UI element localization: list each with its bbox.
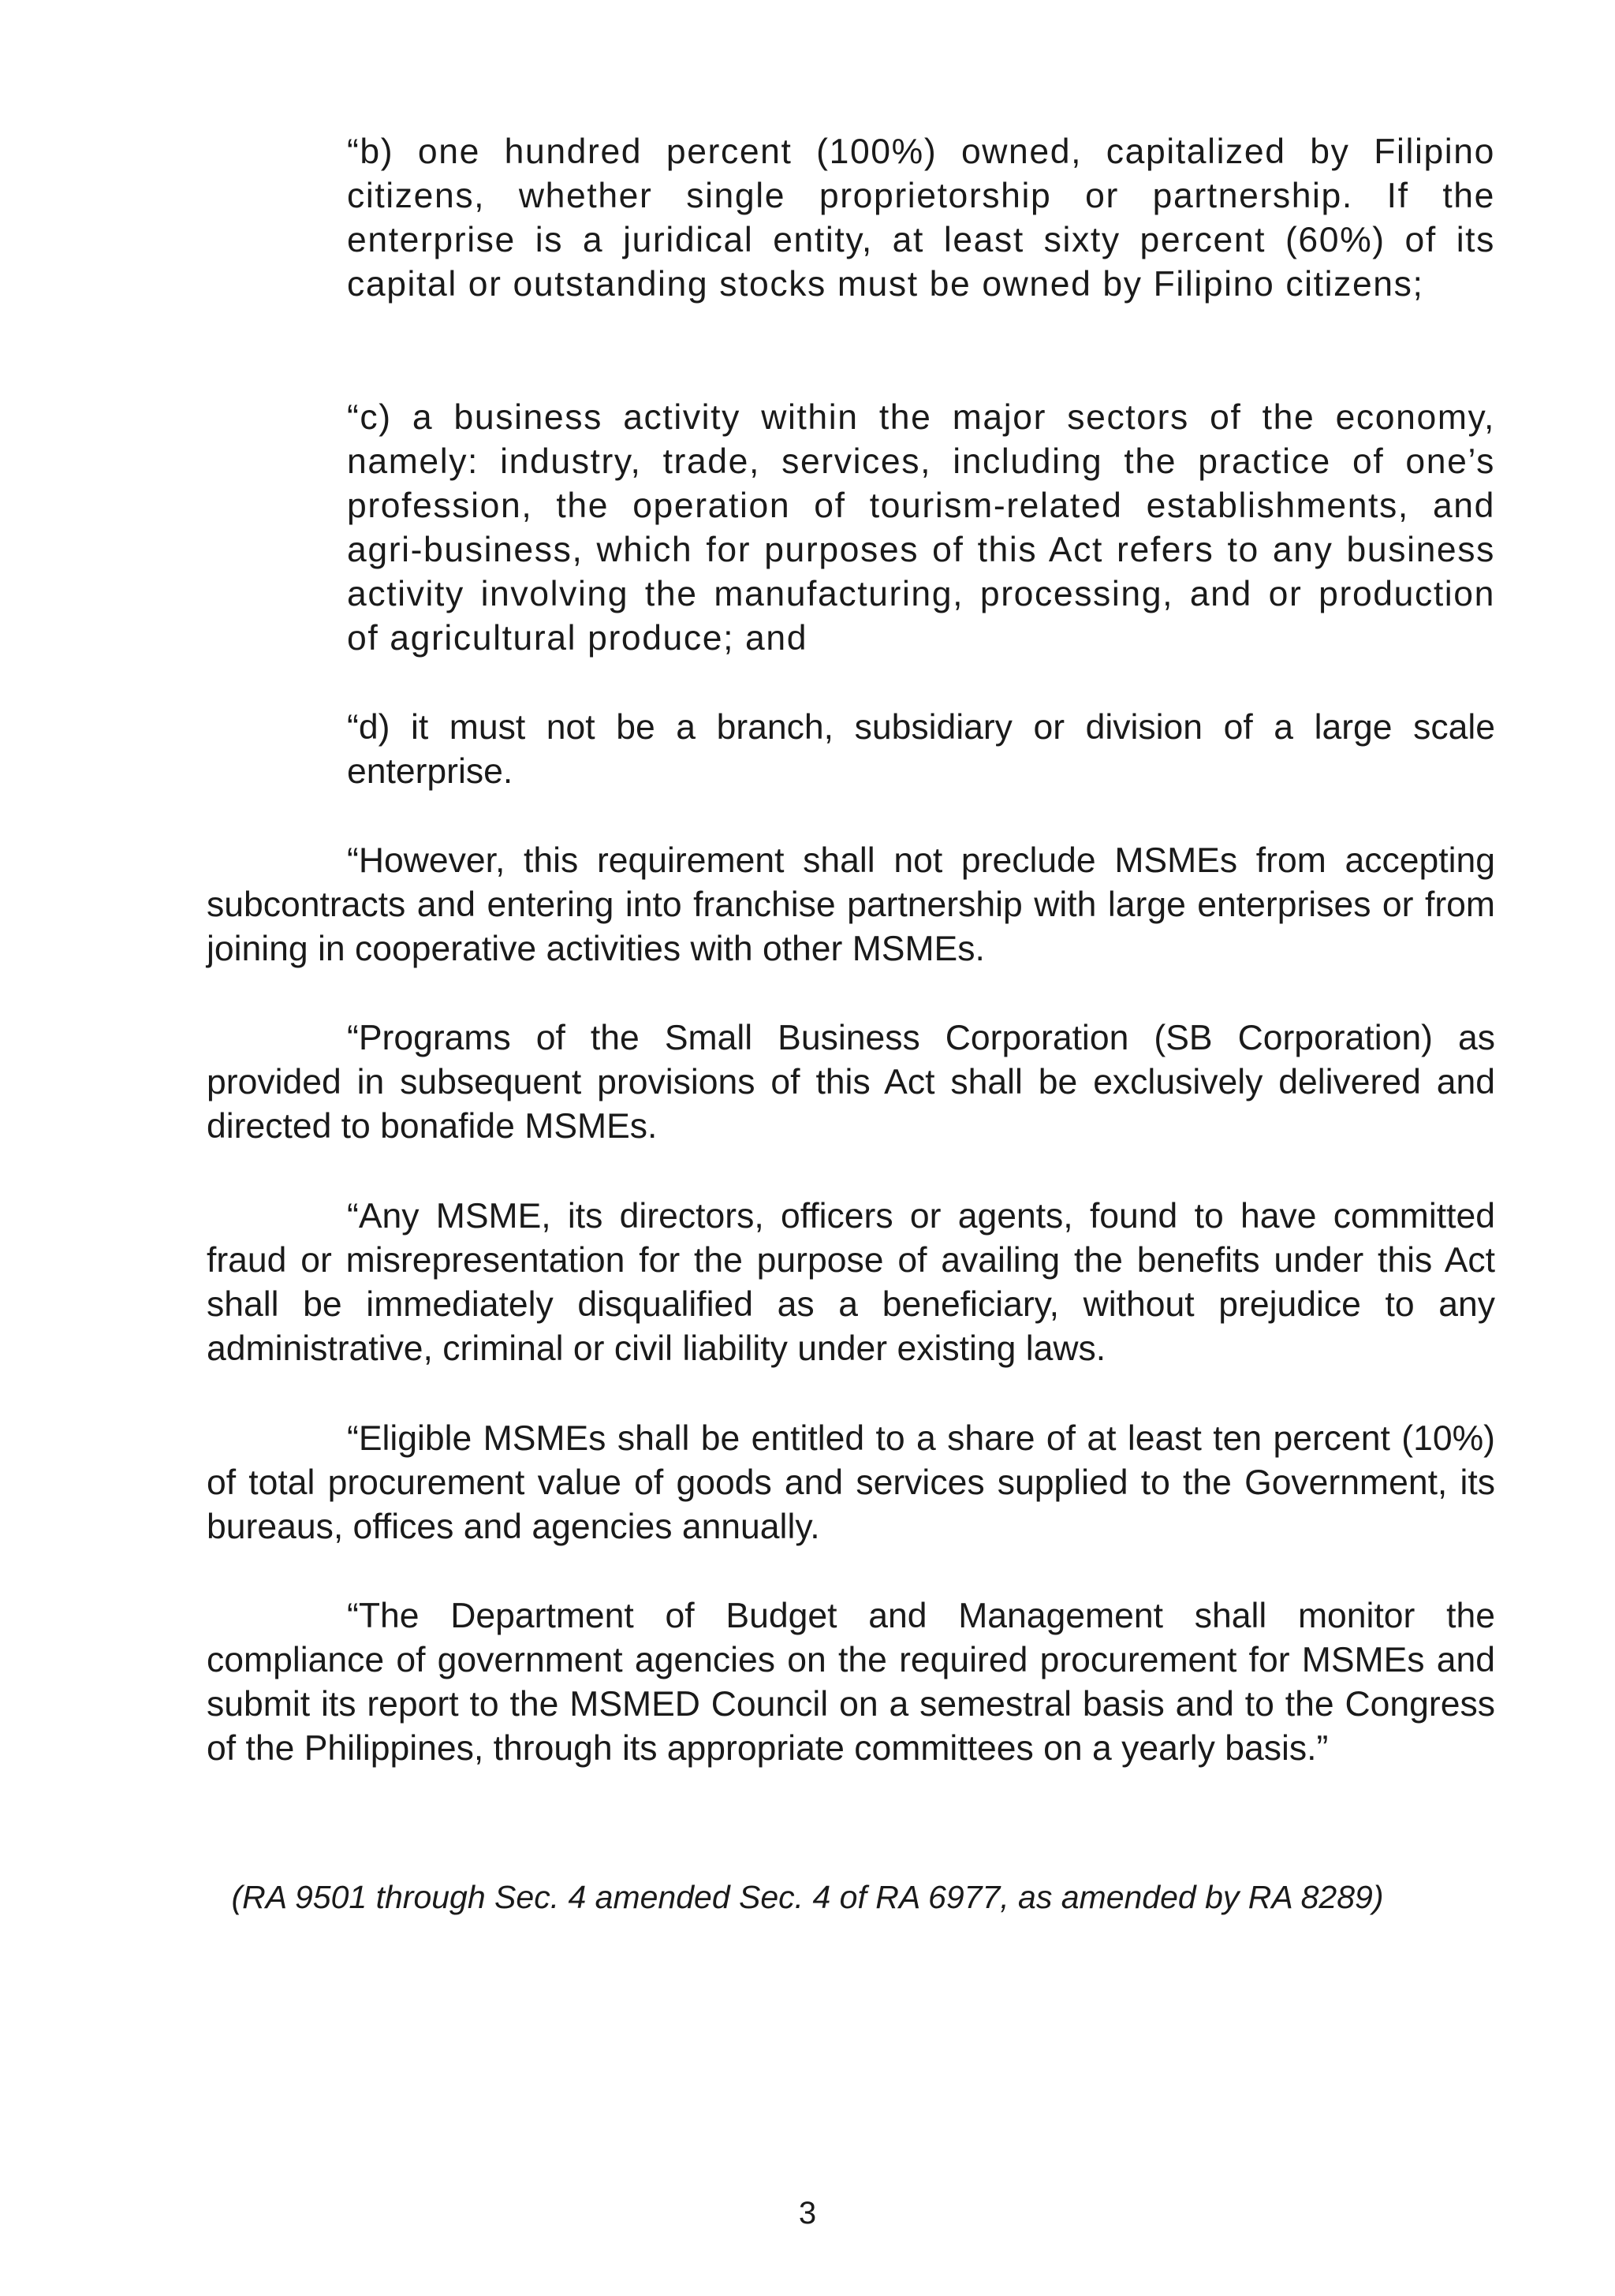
paragraph-dbm: “The Department of Budget and Management shall monitor the compliance of government agencies on the required procurement for MSMEs and submit its report to the MSMED Council on a semestral basis and to the Congress of the Philippines, through its appropriate committees on a yearly basis.” [207, 1597, 1495, 1768]
paragraph-however: “However, this requirement shall not preclude MSMEs from accepting subcontracts and entering into franchise partnership with large enterprises or from joining in cooperative activities with other MSMEs. [207, 841, 1495, 968]
paragraph-eligible: “Eligible MSMEs shall be entitled to a share of at least ten percent (10%) of total procurement value of goods and services supplied to the Government, its bureaus, offices and agencies annually. [207, 1419, 1495, 1546]
paragraph-programs: “Programs of the Small Business Corporation (SB Corporation) as provided in subsequent provisions of this Act shall be exclusively delivered and directed to bonafide MSMEs. [207, 1019, 1495, 1146]
citation-note: (RA 9501 through Sec. 4 amended Sec. 4 of RA 6977, as amended by RA 8289) [231, 1879, 1384, 1915]
clause-c: “c) a business activity within the major sectors of the economy, namely: industry, trade, services, including the practice of one’s profession, the operation of tourism-related establishments, and agri-business, which for purposes of this Act refers to any business activity involving the manufacturing, processing, and or production of agricultural produce; and [347, 398, 1495, 658]
page-number: 3 [798, 2196, 817, 2231]
clause-b: “b) one hundred percent (100%) owned, capitalized by Filipino citizens, whether single proprietorship or partnership. If the enterprise is a juridical entity, at least sixty percent (60%) of its capital or outstanding stocks must be owned by Filipino citizens; [347, 132, 1495, 304]
paragraph-any-msme: “Any MSME, its directors, officers or agents, found to have committed fraud or misrepresentation for the purpose of availing the benefits under this Act shall be immediately disqualified as a beneficiary, without prejudice to any administrative, criminal or civil liability under existing laws. [207, 1197, 1495, 1368]
clause-d: “d) it must not be a branch, subsidiary or division of a large scale enterprise. [347, 708, 1495, 791]
